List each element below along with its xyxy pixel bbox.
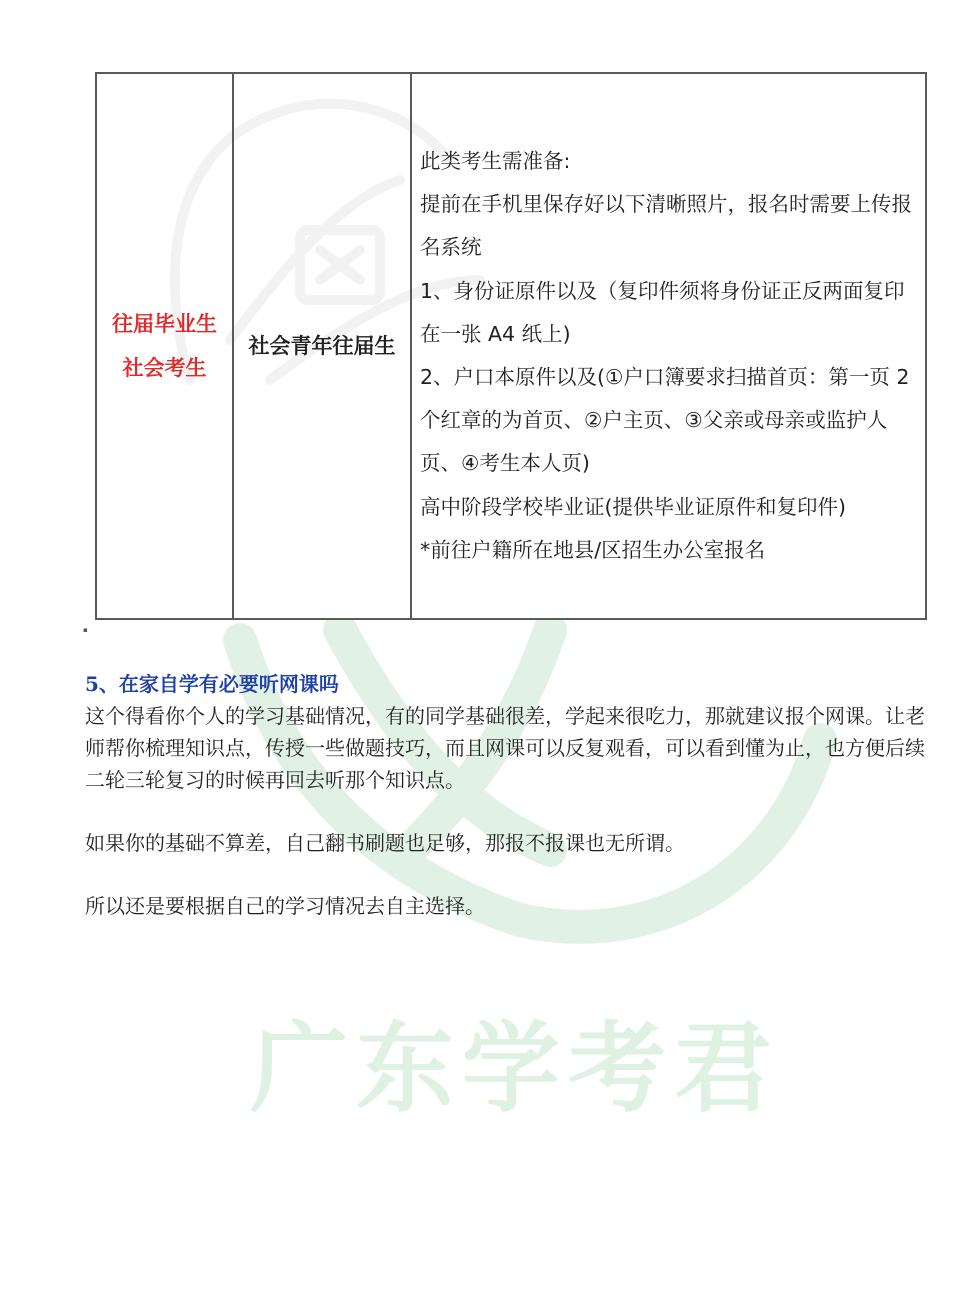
category-line-2: 社会考生 [122,356,207,380]
examinee-type-cell [233,73,411,619]
examinee-type-label: 社会青年往届生 [248,334,396,358]
watermark-brand-text: 广东学考君 [250,1012,781,1126]
requirement-line: 此类考生需准备: [420,149,571,173]
table-row [96,73,926,619]
body-paragraph: 这个得看你个人的学习基础情况，有的同学基础很差，学起来很吃力，那就建议报个网课。让老师帮你梳理知识点，传授一些做题技巧，而且网课可以反复观看，可以看到懂为止，也方便后续二轮三轮复习的时候再回去听那个知识点。 [85,704,925,792]
registration-requirements-table [95,72,927,620]
requirement-line: *前往户籍所在地县/区招生办公室报名 [420,537,766,562]
body-paragraph: 如果你的基础不算差，自己翻书刷题也足够，那报不报课也无所谓。 [85,831,685,855]
category-line-1: 往届毕业生 [112,312,217,336]
section-heading: 5、在家自学有必要听网课吗 [85,672,339,696]
examinee-category-cell [96,73,233,619]
requirement-line: 2、户口本原件以及(①户口簿要求扫描首页：第一页 2 个红章的为首页、②户主页、③父亲或母亲或监护人页、④考生本人页) [420,365,910,476]
requirement-line: 提前在手机里保存好以下清晰照片，报名时需要上传报名系统 [420,192,912,260]
requirement-line: 高中阶段学校毕业证(提供毕业证原件和复印件) [420,494,846,519]
requirements-cell [411,73,926,619]
small-mark-glyph: ▪ [83,626,88,634]
body-paragraph: 所以还是要根据自己的学习情况去自主选择。 [85,894,485,918]
requirement-line: 1、身份证原件以及（复印件须将身份证正反两面复印在一张 A4 纸上) [420,278,905,346]
